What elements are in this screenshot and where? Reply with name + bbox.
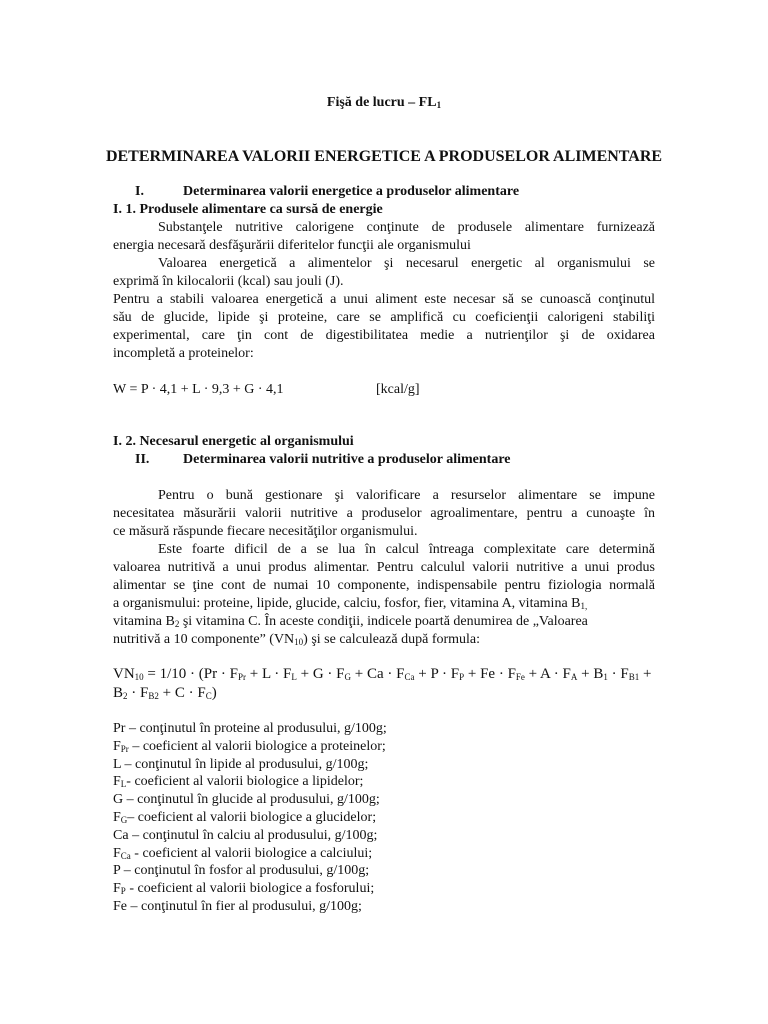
- energy-formula: W = P · 4,1 + L · 9,3 + G · 4,1: [113, 382, 284, 397]
- paragraph-3-line-2: său de glucide, lipide şi proteine, care se amplifică cu coeficienţii calorigeni stabiliţi: [113, 310, 655, 325]
- paragraph-4-line-1: Pentru o bună gestionare şi valorificare a resurselor alimentare se impune: [158, 488, 655, 503]
- definition-symbol: P: [113, 863, 121, 879]
- paragraph-3-line-1: Pentru a stabili valoarea energetică a unui aliment este necesar să se cunoască conţinutul: [113, 292, 655, 307]
- vn-formula-part: Pr: [237, 672, 246, 682]
- paragraph-2-line-2: exprimă în kilocalorii (kcal) sau jouli (J).: [113, 274, 344, 289]
- definition-symbol-subscript: Ca: [120, 850, 131, 861]
- definition-text: – conţinutul în fier al produsului, g/100g;: [127, 899, 362, 914]
- vn-formula-part: + G · F: [296, 666, 345, 682]
- definition-symbol-subscript: L: [120, 779, 127, 790]
- definition-item: [113, 880, 655, 898]
- vn-formula-part: = 1/10 · (Pr · F: [143, 666, 238, 682]
- definition-text: - coeficient al valorii biologice a calciului;: [130, 845, 373, 861]
- vn-formula-part: Ca: [404, 672, 415, 682]
- energy-formula-unit: [kcal/g]: [376, 382, 420, 397]
- paragraph-5-line-2: valoarea nutritivă a unui produs alimentar. Pentru calculul valorii nutritive a unui produs: [113, 560, 655, 575]
- paragraph-5-line-6: nutritivă a 10 componente” $(VN_{10})$ şi se calculează după formula:: [113, 632, 481, 647]
- vn-formula-part: L: [291, 672, 297, 682]
- definition-text: - coeficient al valorii biologice a fosforului;: [125, 881, 375, 897]
- paragraph-1-line-2: energia necesară desfăşurării diferitelor funcţii ale organismului: [113, 238, 471, 253]
- definition-item: [113, 845, 655, 863]
- definition-item: [113, 898, 655, 916]
- definition-text: – conţinutul în lipide al produsului, g/100g;: [121, 756, 369, 772]
- definition-symbol: F: [113, 810, 121, 825]
- vn-formula-part: · F: [607, 666, 629, 682]
- vn-formula-part: + B: [577, 666, 604, 682]
- paragraph-1-line-1: Substanţele nutritive calorigene conţinute de produsele alimentare furnizează: [158, 220, 655, 235]
- definition-symbol: F: [113, 881, 121, 897]
- definition-item: [113, 773, 655, 791]
- definition-symbol-subscript: G: [120, 815, 128, 825]
- paragraph-3-line-4: incompletă a proteinelor:: [113, 346, 254, 361]
- definition-symbol: Fe: [113, 899, 127, 914]
- vn-formula-part: VN: [113, 666, 135, 682]
- vn-formula-part: 10: [134, 672, 144, 682]
- definition-symbol: Ca: [113, 827, 129, 843]
- paragraph-4-line-2: necesitatea măsurării valorii nutritive a produselor agroalimentare, pentru a cunoaşte în: [113, 506, 655, 521]
- definition-symbol: F: [113, 738, 121, 754]
- definition-item: [113, 756, 655, 774]
- definition-text: – conţinutul în glucide al produsului, g/100g;: [123, 792, 380, 808]
- paragraph-5-line-3: alimentar se ţine cont de numai 10 componente, indispensabile pentru fiziologia normală: [113, 578, 655, 593]
- vn-formula-part: + A · F: [524, 666, 571, 682]
- definition-symbol: L: [113, 756, 122, 772]
- vn-formula-part: + P · F: [414, 666, 460, 682]
- definition-item: [113, 720, 655, 738]
- definition-item: [113, 738, 655, 756]
- vn-formula-part: G: [344, 672, 352, 682]
- definition-item: [113, 791, 655, 809]
- vn-formula-part: B2: [148, 691, 159, 701]
- definition-symbol: G: [113, 792, 124, 808]
- paragraph-5-line-1: Este foarte dificil de a se lua în calcul întreaga complexitate care determină: [158, 542, 655, 557]
- vn-formula-part: B1: [628, 672, 640, 682]
- definition-symbol: F: [113, 774, 121, 790]
- definition-symbol: Pr: [113, 721, 126, 736]
- vn-formula-part: + Fe · F: [464, 666, 516, 682]
- definition-symbol: F: [113, 845, 121, 861]
- definition-text: – conţinutul în fosfor al produsului, g/100g;: [120, 863, 370, 879]
- definition-text: – conţinutul în calciu al produsului, g/100g;: [128, 827, 378, 843]
- definition-item: [113, 862, 655, 880]
- vn-formula-part: ): [211, 685, 217, 701]
- definition-text: – conţinutul în proteine al produsului, g/100g;: [125, 721, 387, 736]
- definition-text: – coeficient al valorii biologice a glucidelor;: [127, 810, 377, 825]
- vn-formula-part: A: [570, 672, 578, 682]
- subsection-1-1-heading: I. 1. Produsele alimentare ca sursă de energie: [113, 202, 383, 217]
- vn-formula-part: +: [639, 666, 652, 682]
- paragraph-3-line-3: experimental, care ţin cont de digestibilitatea medie a nutrienţilor şi de oxidarea: [113, 328, 655, 343]
- document-page: Fişă de lucru – $FL_1$ DETERMINAREA VALORII ENERGETICE A PRODUSELOR ALIMENTARE I. Determinarea valorii energetice a produselor alimentare I. 1. Produsele alimentare ca sursă de energie Substanţele nutritive calorigene conţinute de produsele alimentare furnizează energia necesară desfăşurării diferitelor funcţii ale organismului Valoarea energetică a alimentelor şi necesarul energetic al organismului se exprimă în kilocalorii (kcal) sau jouli (J). Pentru a stabili valoarea energetică a unui aliment este necesar să se cunoască conţinutul său de glucide, lipide şi proteine, care se amplifică cu coeficienţii calorigeni stabiliţi experimental, care ţin cont de digestibilitatea medie a nutrienţilor şi de oxidarea incompletă a proteinelor: W = P · 4,1 + L · 9,3 + G · 4,1 [kcal/g] I. 2. Necesarul energetic al organismului II. Determinarea valorii nutritive a produselor alimentare Pentru o bună gestionare şi valorificare a resurselor alimentare se impune necesitatea măsurării valorii nutritive a produselor agroalimentare, pentru a cunoaşte în ce măsură răspunde fiecare necesităţilor organismului. Este foarte dificil de a se lua în calcul întreaga complexitate care determină valoarea nutritivă a unui produs alimentar. Pentru calculul valorii nutritive a unui produs alimentar se ţine cont de numai 10 componente, indispensabile pentru fiziologia normală a organismului: proteine, lipide, glucide, calciu, fosfor, fier, vitamina A, vitamina $B_{1,}$ vitamina $B_2$ şi vitamina C. În aceste condiţii, indicele poartă denumirea de „Valoarea nutritivă a 10 componente” $(VN_{10})$ şi se calculează după formula: $VN_{10} = 1/10 \cdot (Pr \cdot F_{Pr} + L \cdot F_L + G \cdot F_G + Ca \cdot F_{Ca} + P \cdot F_P + Fe \cdot F_{Fe} + A \cdot F_A + B_1 \cdot F_{B1}$ + $B_2 \cdot F_{B2} + C \cdot F_C$) Pr – conţinutul în proteine al produsului, g/100g; $F_{Pr}$ – coeficient al valorii biologice a proteinelor; L – conţinutul în lipide al produsului, g/100g; $F_L-$ coeficient al valorii biologice a lipidelor; G – conţinutul în glucide al produsului, g/100g; $F_G-$ coeficient al valorii biologice a glucidelor; Ca – conţinutul în calciu al produsului, g/100g; $F_{Ca}$ - coeficient al valorii biologice a calciului; P – conţinutul în fosfor al produsului, g/100g; $F_P$ - coeficient al valorii biologice a fosforului; Fe – conţinutul în fier al produsului, g/100g;: [0, 0, 768, 1024]
- definition-symbol-subscript: Pr: [120, 743, 129, 754]
- vn-formula-part: C: [205, 691, 212, 701]
- vn-formula-line-1: [113, 665, 655, 683]
- vn-formula-part: 2: [123, 691, 128, 701]
- paragraph-5-line-5: vitamina $B_2$ şi vitamina C. În aceste condiţii, indicele poartă denumirea de „Valoarea: [113, 614, 588, 629]
- worksheet-title: Fişă de lucru – $FL_1$: [326, 95, 442, 110]
- vn-formula-part: Fe: [515, 672, 525, 682]
- vn-formula-part: + L · F: [245, 666, 292, 682]
- definition-text: - coeficient al valorii biologice a lipidelor;: [126, 774, 364, 790]
- vn-formula-part: · F: [127, 685, 149, 701]
- main-title: DETERMINAREA VALORII ENERGETICE A PRODUSELOR ALIMENTARE: [105, 148, 663, 165]
- definition-item: [113, 827, 655, 845]
- vn-formula-part: 1: [603, 672, 608, 682]
- definition-text: – coeficient al valorii biologice a proteinelor;: [128, 738, 386, 754]
- paragraph-4-line-3: ce măsură răspunde fiecare necesităţilor organismului.: [113, 524, 418, 539]
- definition-item: [113, 809, 655, 827]
- vn-formula-line-2: [113, 684, 655, 702]
- vn-formula-part: B: [113, 685, 124, 701]
- paragraph-2-line-1: Valoarea energetică a alimentelor şi necesarul energetic al organismului se: [158, 256, 655, 271]
- paragraph-5-line-4: a organismului: proteine, lipide, glucide, calciu, fosfor, fier, vitamina A, vitamina $B_{1,}$: [113, 596, 588, 611]
- subsection-1-2-heading: I. 2. Necesarul energetic al organismului: [113, 434, 354, 449]
- vn-formula-part: + Ca · F: [351, 666, 405, 682]
- vn-formula-part: + C · F: [158, 685, 206, 701]
- definition-symbol-subscript: P: [120, 886, 126, 897]
- vn-formula-part: P: [459, 672, 465, 682]
